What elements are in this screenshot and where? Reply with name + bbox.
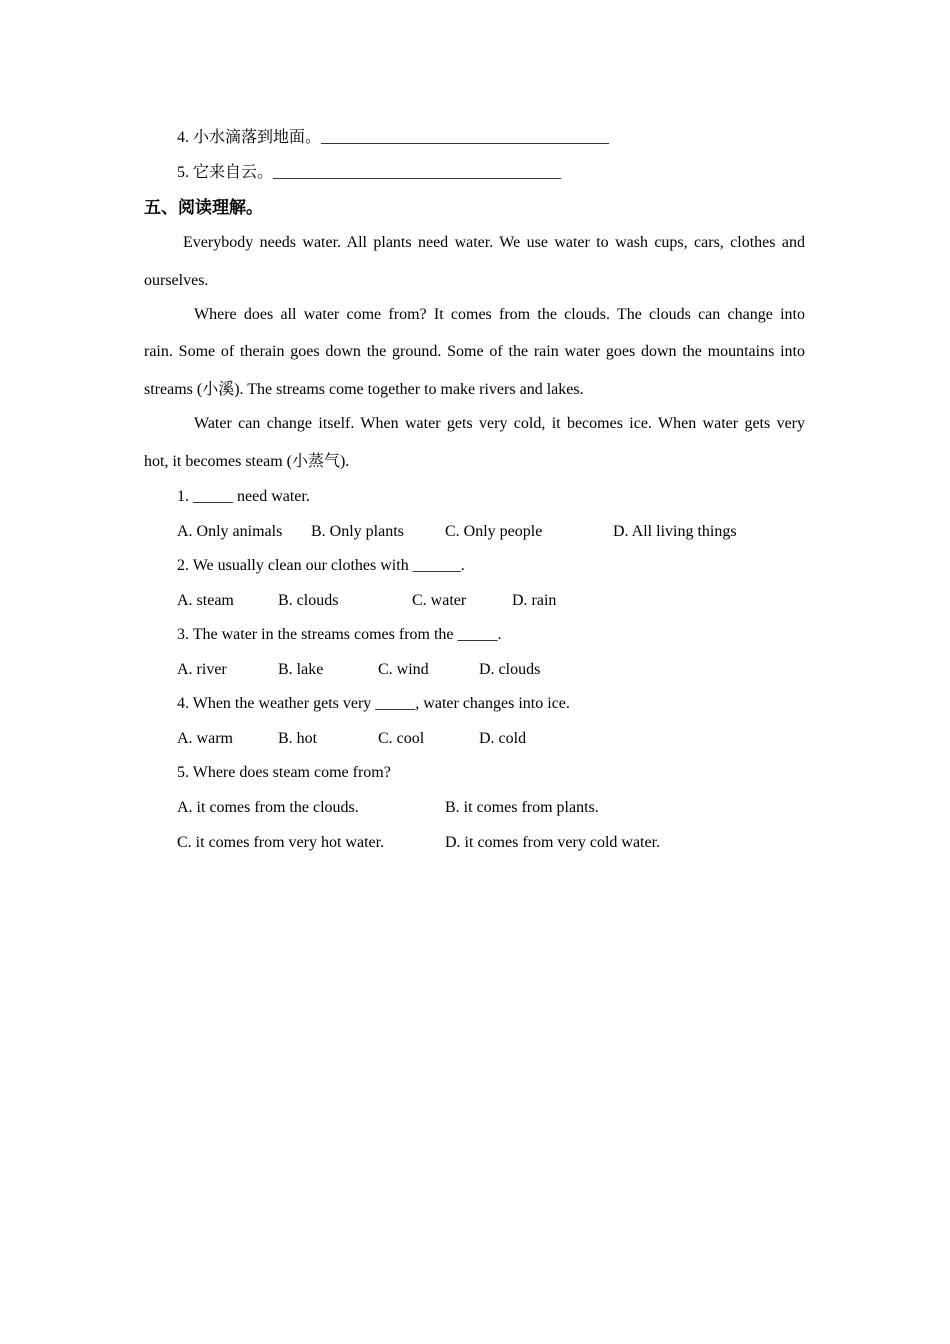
q2-option-a: A. steam [177, 592, 234, 609]
passage-p2-line1: Where does all water come from? It comes from the clouds. The clouds can change into [194, 306, 805, 323]
passage-p2-line3: streams (小溪). The streams come together to make rivers and lakes. [144, 381, 584, 398]
q3-option-d: D. clouds [479, 661, 541, 678]
q3-option-b: B. lake [278, 661, 324, 678]
passage-p1-line2: ourselves. [144, 272, 209, 289]
q3-option-a: A. river [177, 661, 227, 678]
q1-option-a: A. Only animals [177, 523, 283, 540]
q5-option-c: C. it comes from very hot water. [177, 834, 385, 851]
question-1-stem: 1. _____ need water. [177, 488, 310, 505]
question-5-stem: 5. Where does steam come from? [177, 764, 391, 781]
q5-option-a: A. it comes from the clouds. [177, 799, 359, 816]
q1-option-c: C. Only people [445, 523, 543, 540]
q4-option-d: D. cold [479, 730, 527, 747]
passage-p3-line1: Water can change itself. When water gets very cold, it becomes ice. When water gets very [194, 415, 805, 432]
q5-option-d: D. it comes from very cold water. [445, 834, 661, 851]
q2-option-b: B. clouds [278, 592, 339, 609]
q1-option-b: B. Only plants [311, 523, 404, 540]
passage-p2-line2: rain. Some of therain goes down the ground. Some of the rain water goes down the mountains into [144, 343, 805, 360]
q4-option-c: C. cool [378, 730, 425, 747]
q4-option-a: A. warm [177, 730, 233, 747]
q3-option-c: C. wind [378, 661, 429, 678]
q1-option-d: D. All living things [613, 523, 737, 540]
q4-option-b: B. hot [278, 730, 318, 747]
q2-option-d: D. rain [512, 592, 557, 609]
q5-option-b: B. it comes from plants. [445, 799, 599, 816]
fill-item-4: 4. 小水滴落到地面。____________________________________ [177, 129, 610, 146]
passage-p3-line2: hot, it becomes steam (小蒸气). [144, 453, 350, 470]
question-2-stem: 2. We usually clean our clothes with ______. [177, 557, 465, 574]
section-heading: 五、阅读理解。 [144, 198, 263, 218]
question-3-stem: 3. The water in the streams comes from the _____. [177, 626, 502, 643]
q2-option-c: C. water [412, 592, 467, 609]
fill-item-5: 5. 它来自云。____________________________________ [177, 164, 562, 181]
passage-p1-line1: Everybody needs water. All plants need water. We use water to wash cups, cars, clothes and [183, 234, 805, 251]
question-4-stem: 4. When the weather gets very _____, water changes into ice. [177, 695, 570, 712]
